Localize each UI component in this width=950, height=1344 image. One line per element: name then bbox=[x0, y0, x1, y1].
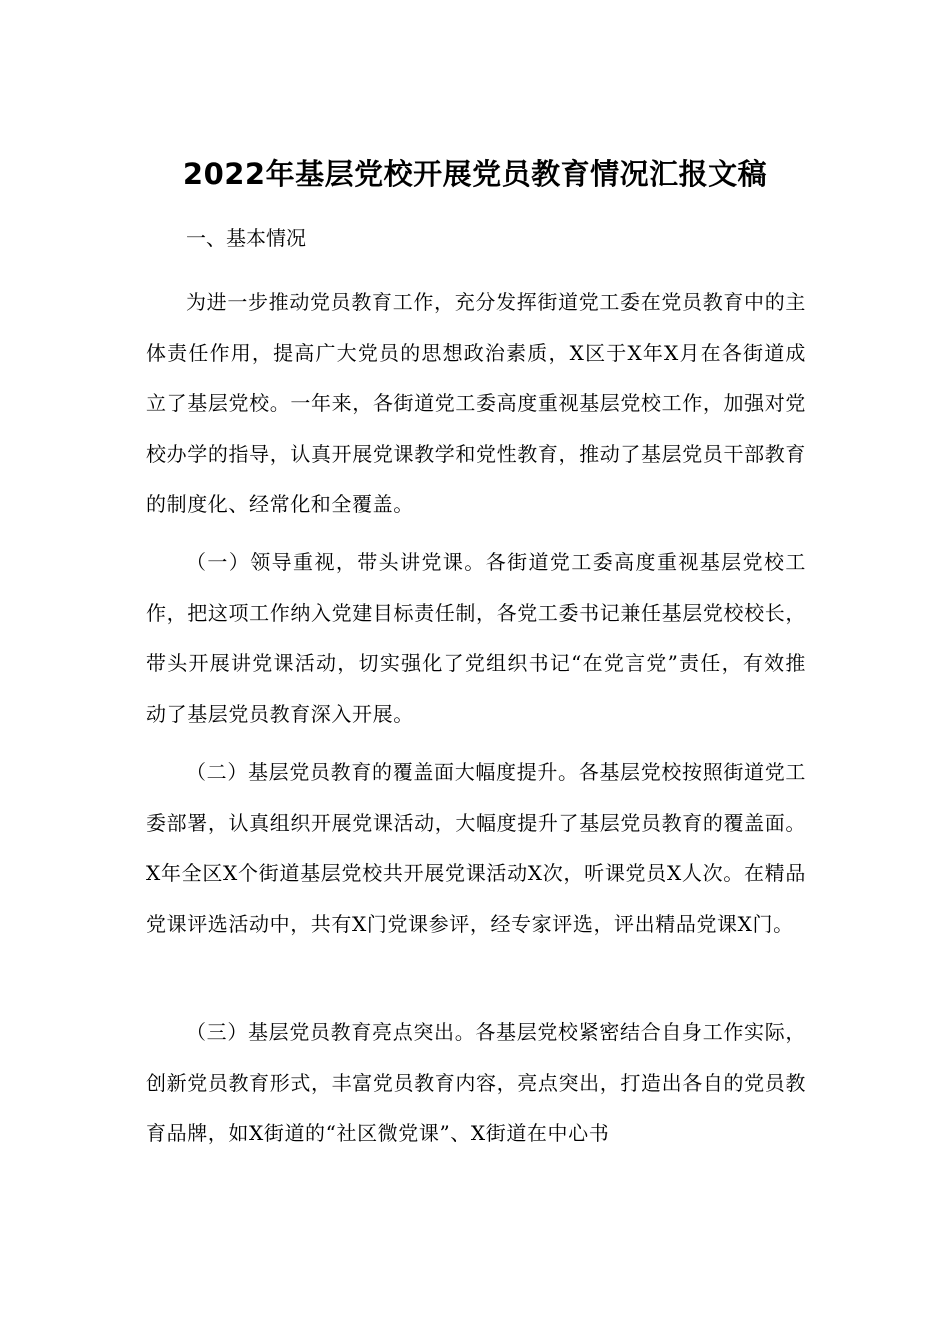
document-title: 2022年基层党校开展党员教育情况汇报文稿 bbox=[182, 157, 768, 191]
paragraph-coverage: （二）基层党员教育的覆盖面大幅度提升。各基层党校按照街道党工委部署，认真组织开展党课活动，大幅度提升了基层党员教育的覆盖面。X年全区X个街道基层党校共开展党课活动X次，听课党员X人次。在精品党课评选活动中，共有X门党课参评，经专家评选，评出精品党课X门。 bbox=[146, 760, 806, 936]
paragraph-intro: 为进一步推动党员教育工作，充分发挥街道党工委在党员教育中的主体责任作用，提高广大党员的思想政治素质，X区于X年X月在各街道成立了基层党校。一年来，各街道党工委高度重视基层党校工作，加强对党校办学的指导，认真开展党课教学和党性教育，推动了基层党员干部教育的制度化、经常化和全覆盖。 bbox=[146, 290, 806, 516]
paragraph-leadership: （一）领导重视，带头讲党课。各街道党工委高度重视基层党校工作，把这项工作纳入党建目标责任制，各党工委书记兼任基层党校校长，带头开展讲党课活动，切实强化了党组织书记“在党言党”责任，有效推动了基层党员教育深入开展。 bbox=[146, 550, 806, 726]
paragraph-highlights: （三）基层党员教育亮点突出。各基层党校紧密结合自身工作实际，创新党员教育形式，丰富党员教育内容，亮点突出，打造出各自的党员教育品牌，如X街道的“社区微党课”、X街道在中心书 bbox=[146, 1020, 806, 1145]
section-heading: 一、基本情况 bbox=[186, 226, 306, 250]
